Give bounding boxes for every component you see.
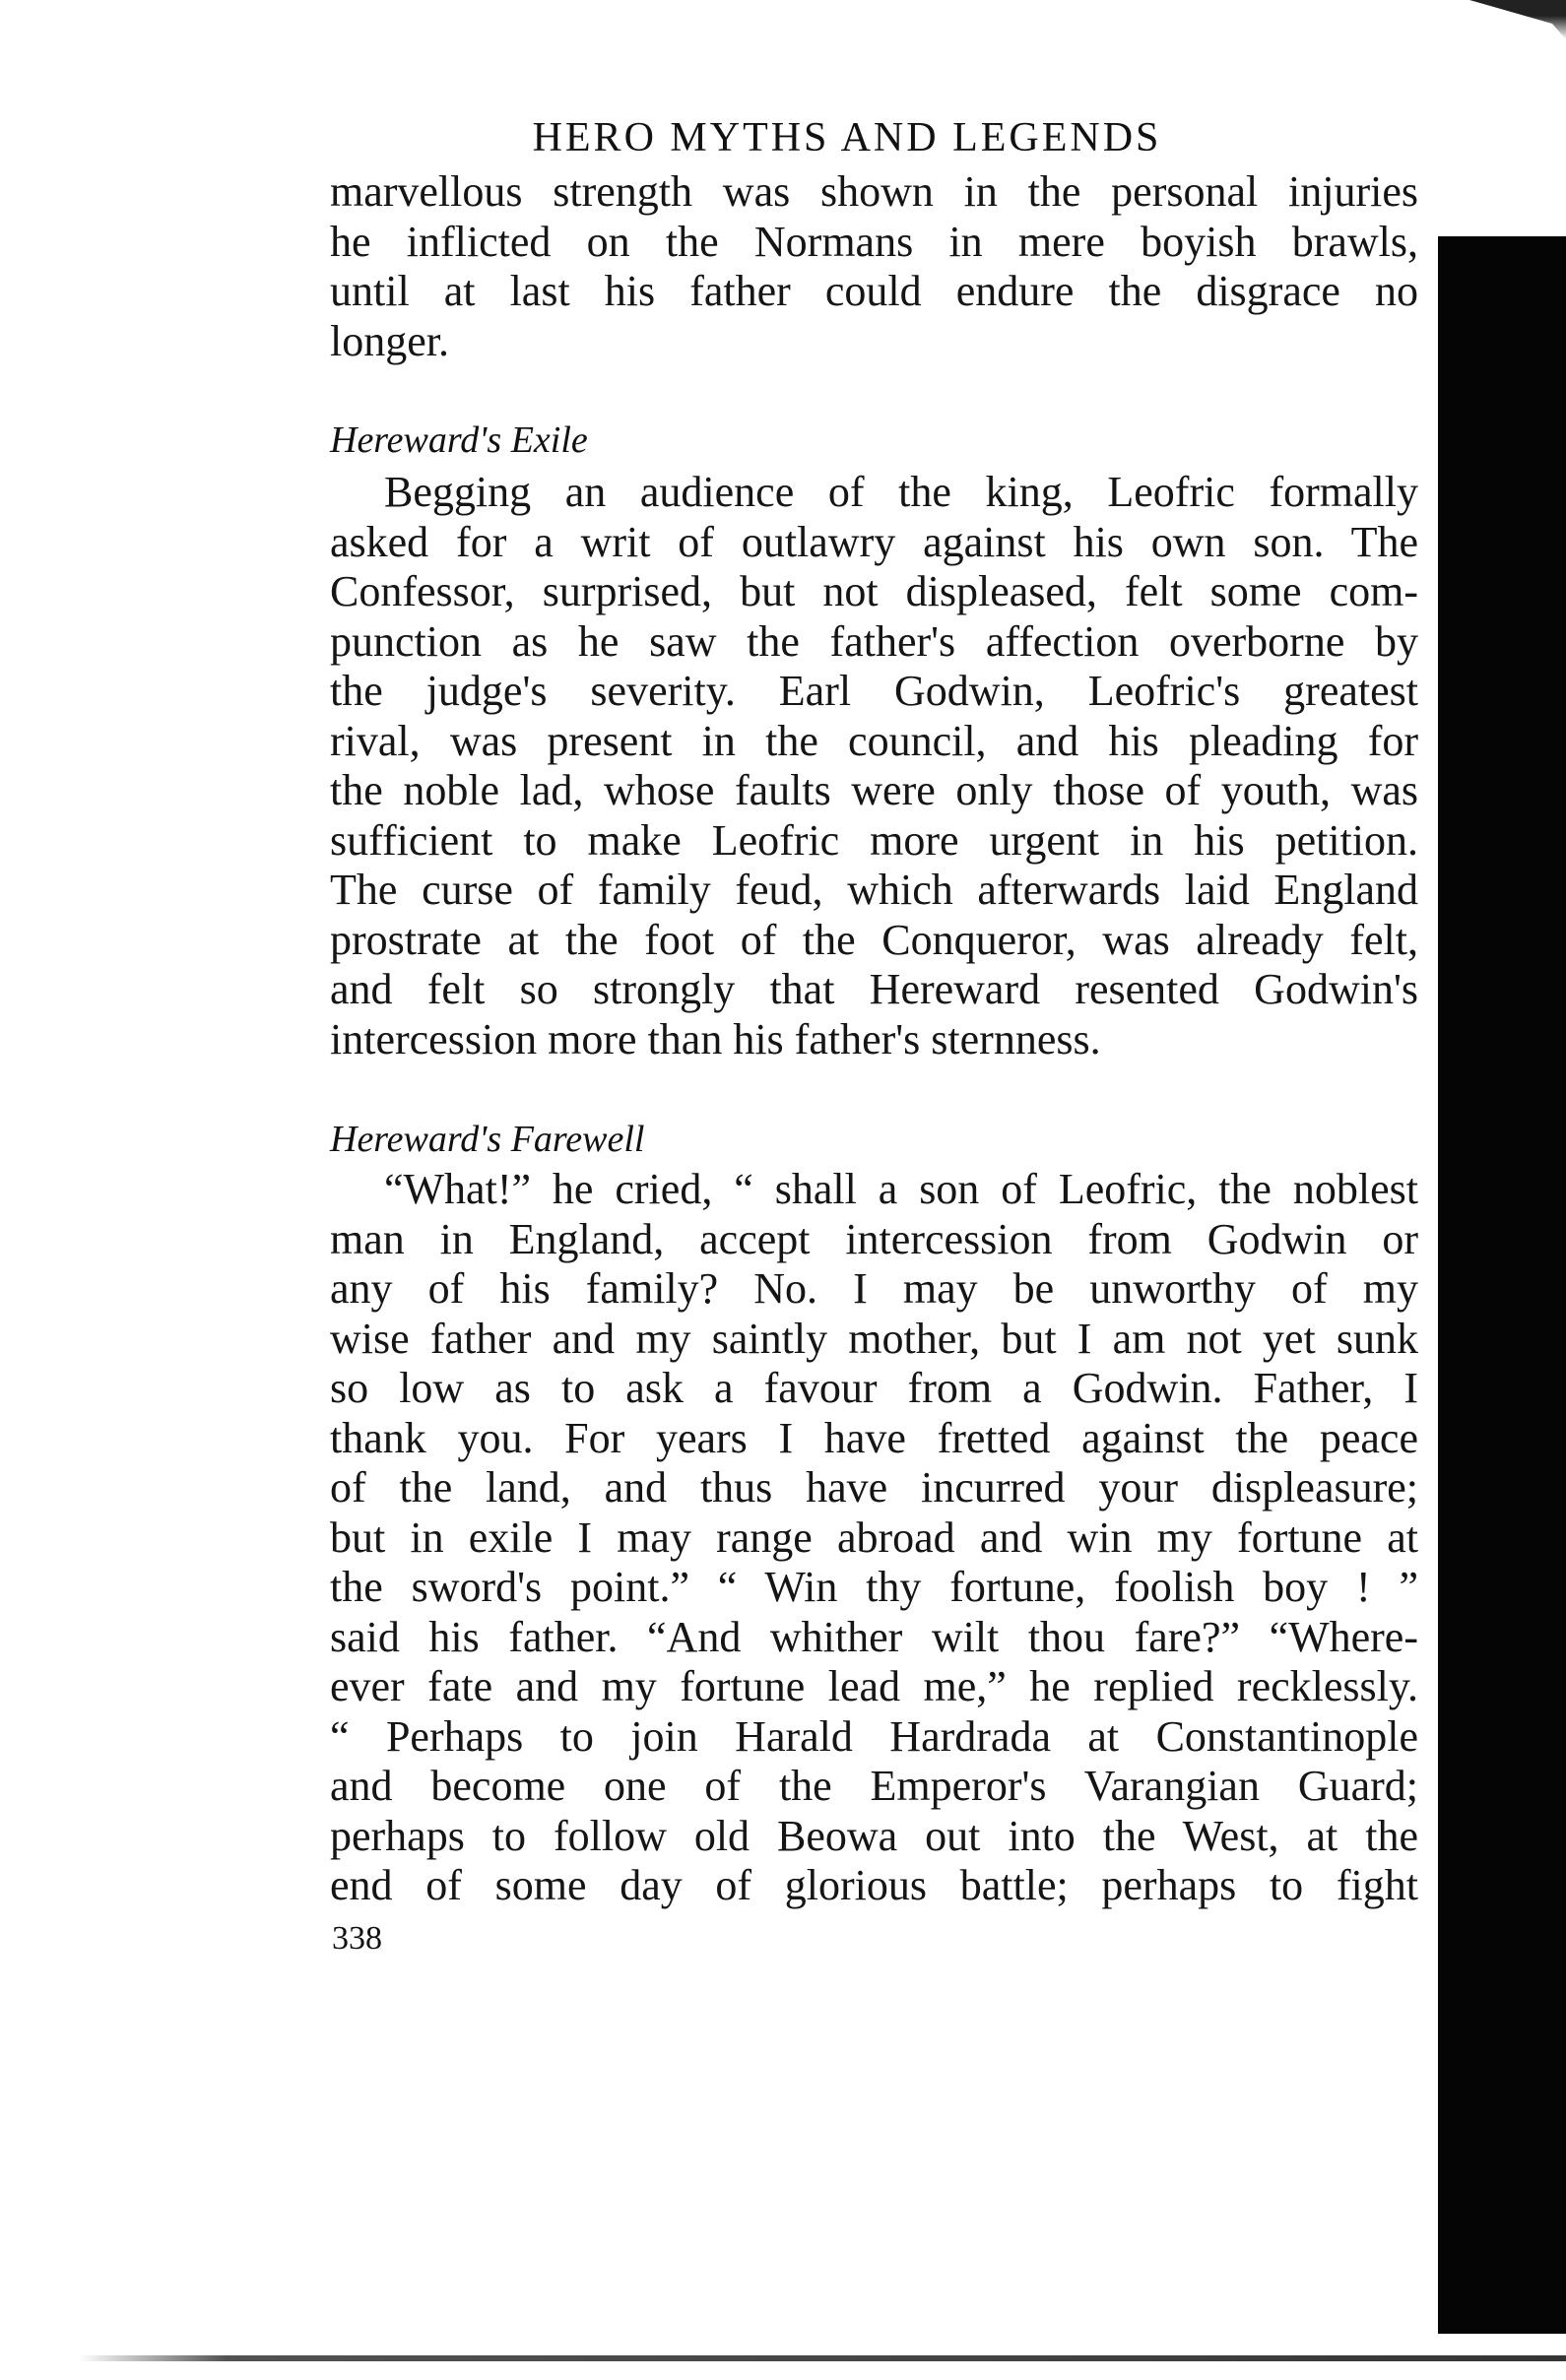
text-line: wise father and my saintly mother, but I am not yet sunk bbox=[330, 1314, 1418, 1363]
text-line: “ Perhaps to join Harald Hardrada at Constantinople bbox=[330, 1711, 1418, 1761]
text-line: until at last his father could endure the disgrace no bbox=[330, 267, 1418, 315]
running-head: HERO MYTHS AND LEGENDS bbox=[532, 115, 1162, 161]
text-line: ever fate and my fortune lead me,” he replied recklessly. bbox=[330, 1662, 1418, 1710]
text-line: prostrate at the foot of the Conqueror, was already felt, bbox=[330, 915, 1418, 964]
text-line: but in exile I may range abroad and win my fortune at bbox=[330, 1512, 1418, 1562]
text-line: and felt so strongly that Hereward resented Godwin's bbox=[330, 965, 1418, 1013]
exile-paragraph bbox=[330, 468, 1418, 1064]
text-line: and become one of the Emperor's Varangian Guard; bbox=[330, 1762, 1418, 1810]
section-heading-farewell: Hereward's Farewell bbox=[330, 1119, 645, 1160]
farewell-paragraph bbox=[330, 1165, 1418, 1911]
text-line: of the land, and thus have incurred your displeasure; bbox=[330, 1463, 1418, 1512]
page-number: 338 bbox=[332, 1920, 382, 1957]
text-line: punction as he saw the father's affection overborne by bbox=[330, 616, 1418, 666]
text-line: said his father. “And whither wilt thou fare?” “Where- bbox=[330, 1612, 1418, 1661]
page-bottom-edge bbox=[79, 2355, 1566, 2361]
text-line: the sword's point.” “ Win thy fortune, foolish boy ! ” bbox=[330, 1563, 1418, 1611]
text-line: intercession more than his father's sternness. bbox=[330, 1014, 1101, 1063]
text-line: longer. bbox=[330, 316, 449, 365]
text-line: perhaps to follow old Beowa out into the West, at the bbox=[330, 1811, 1418, 1860]
opening-paragraph bbox=[330, 167, 1418, 366]
binding-gutter bbox=[1438, 236, 1566, 2334]
text-line: The curse of family feud, which afterwards laid England bbox=[330, 866, 1418, 914]
text-line: “What!” he cried, “ shall a son of Leofric, the noblest bbox=[384, 1165, 1418, 1213]
text-line: man in England, accept intercession from Godwin or bbox=[330, 1214, 1418, 1263]
text-line: the noble lad, whose faults were only those of youth, was bbox=[330, 766, 1418, 814]
text-line: thank you. For years I have fretted against the peace bbox=[330, 1413, 1418, 1462]
text-line: so low as to ask a favour from a Godwin. Father, I bbox=[330, 1364, 1418, 1412]
text-line: he inflicted on the Normans in mere boyish brawls, bbox=[330, 217, 1418, 266]
text-line: marvellous strength was shown in the personal injuries bbox=[330, 167, 1418, 216]
text-line: any of his family? No. I may be unworthy of my bbox=[330, 1264, 1418, 1313]
text-line: the judge's severity. Earl Godwin, Leofric's greatest bbox=[330, 667, 1418, 715]
text-line: Confessor, surprised, but not displeased, felt some com- bbox=[330, 567, 1418, 615]
section-heading-exile: Hereward's Exile bbox=[330, 419, 588, 461]
text-line: Begging an audience of the king, Leofric formally bbox=[384, 468, 1418, 516]
text-line: rival, was present in the council, and his pleading for bbox=[330, 716, 1418, 765]
text-line: asked for a writ of outlawry against his own son. The bbox=[330, 517, 1418, 566]
text-line: sufficient to make Leofric more urgent in his petition. bbox=[330, 815, 1418, 865]
text-line: end of some day of glorious battle; perhaps to fight bbox=[330, 1861, 1418, 1909]
binding-shadow-top bbox=[1428, 0, 1566, 39]
